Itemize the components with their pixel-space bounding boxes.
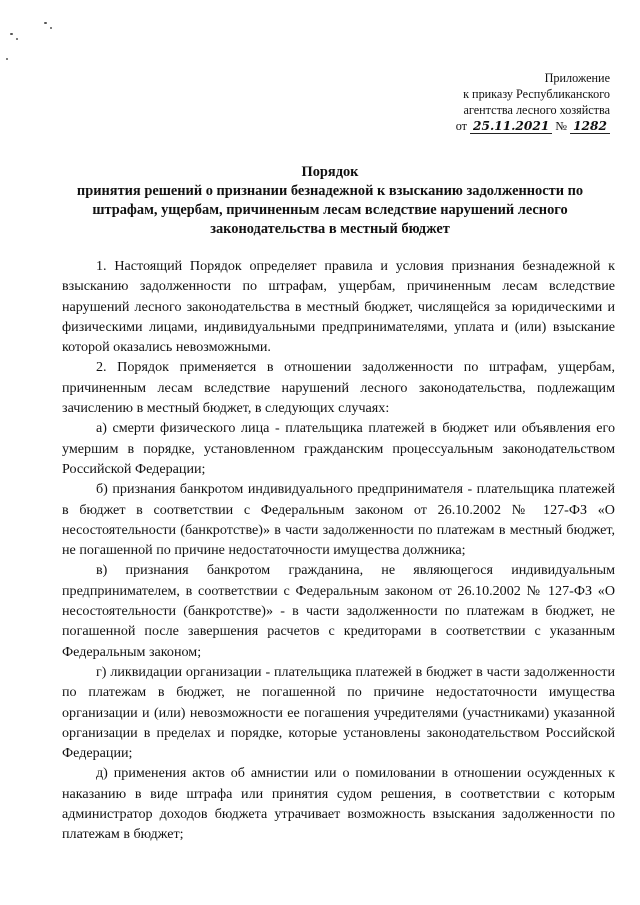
- scan-speck: [50, 27, 52, 29]
- scan-speck: [44, 22, 47, 24]
- annex-order-line: к приказу Республиканского: [463, 87, 610, 101]
- title-heading: Порядок: [301, 164, 359, 180]
- annex-date-prefix: от: [455, 119, 467, 133]
- annex-number-prefix: №: [555, 119, 568, 133]
- annex-header: [420, 70, 610, 134]
- annex-date-handwritten: 25.11.2021: [470, 119, 552, 134]
- document-title: [56, 163, 604, 239]
- scan-speck: [6, 58, 8, 60]
- paragraph-2a: а) смерти физического лица - плательщика платежей в бюджет или объявления его умершим в порядке, установленном гражданским процессуальным законодательством Российской Федерации;: [62, 420, 615, 477]
- annex-title: Приложение: [544, 71, 610, 85]
- paragraph-2: 2. Порядок применяется в отношении задолженности по штрафам, ущербам, причиненным лесам вследствие нарушений лесного законодательства, подлежащим зачислению в местный бюджет, в следующих случаях:: [62, 359, 615, 417]
- annex-agency-line: агентства лесного хозяйства: [463, 103, 610, 117]
- scan-speck: [10, 33, 13, 35]
- paragraph-2b: б) признания банкротом индивидуального предпринимателя - плательщика платежей в бюджет в соответствии с Федеральным законом от 26.10.2002 № 127-ФЗ «О несостоятельности (банкротстве)» в части задолженности по платежам в местный бюджет, не погашенной по причине недостаточности имущества должника;: [62, 481, 615, 559]
- document-body: [62, 256, 615, 845]
- title-subheading: принятия решений о признании безнадежной к взысканию задолженности по штрафам, ущербам, причиненным лесам вследствие нарушений лесного законодательства в местный бюджет: [76, 183, 584, 237]
- paragraph-1: 1. Настоящий Порядок определяет правила и условия признания безнадежной к взысканию задолженности по штрафам, ущербам, причиненным лесам вследствие нарушений лесного законодательства в местный бюджет, числящейся за юридическими и физическими лицами, индивидуальными предпринимателями, уплата и (или) взыскание которой оказались невозможными.: [62, 258, 615, 356]
- annex-number-handwritten: 1282: [570, 119, 610, 134]
- scan-speck: [16, 38, 18, 40]
- annex-date-number-line: [420, 118, 610, 134]
- paragraph-2v: в) признания банкротом гражданина, не являющегося индивидуальным предпринимателем, в соответствии с Федеральным законом от 26.10.2002 № 127-ФЗ «О несостоятельности (банкротстве)» - в части задолженности по платежам в бюджет, не погашенной после завершения расчетов с кредиторами в соответствии с указанным Федеральным законом;: [62, 562, 615, 660]
- paragraph-2g: г) ликвидации организации - плательщика платежей в бюджет в части задолженности по платежам в бюджет, не погашенной по причине недостаточности имущества организации и (или) невозможности ее погашения учредителями (участниками) указанной организации в пределах и порядке, которые установлены законодательством Российской Федерации;: [62, 663, 615, 762]
- paragraph-2d: д) применения актов об амнистии или о помиловании в отношении осужденных к наказанию в виде штрафа или принятия судом решения, в соответствии с которым администратор доходов бюджета утрачивает возможность взыскания задолженности по платежам в бюджет;: [62, 765, 615, 843]
